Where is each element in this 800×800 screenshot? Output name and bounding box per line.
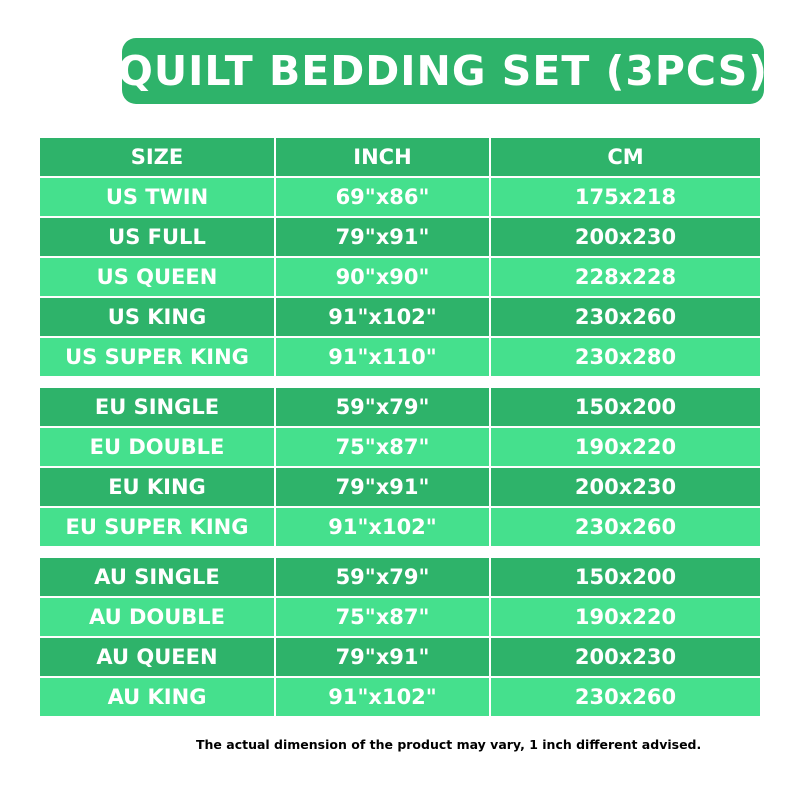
- inch-cell: 59"x79": [276, 388, 489, 426]
- table-row: [40, 218, 760, 256]
- cm-cell: 200x230: [491, 218, 760, 256]
- page-title: QUILT BEDDING SET (3PCS): [122, 38, 764, 104]
- cm-cell: 228x228: [491, 258, 760, 296]
- inch-cell: 91"x102": [276, 298, 489, 336]
- table-row: [40, 298, 760, 336]
- cm-cell: 230x280: [491, 338, 760, 376]
- size-cell: EU KING: [40, 468, 274, 506]
- inch-cell: 90"x90": [276, 258, 489, 296]
- inch-cell: 79"x91": [276, 468, 489, 506]
- header-size: SIZE: [40, 138, 274, 176]
- cm-cell: 175x218: [491, 178, 760, 216]
- size-cell: AU KING: [40, 678, 274, 716]
- size-cell: AU DOUBLE: [40, 598, 274, 636]
- table-row: [40, 558, 760, 596]
- table-row: [40, 598, 760, 636]
- header-inch: INCH: [276, 138, 489, 176]
- size-cell: US SUPER KING: [40, 338, 274, 376]
- table-header-row: [40, 138, 760, 176]
- table-row: [40, 258, 760, 296]
- table-row: [40, 678, 760, 716]
- size-cell: EU DOUBLE: [40, 428, 274, 466]
- inch-cell: 91"x102": [276, 508, 489, 546]
- table-group-eu: [40, 388, 760, 546]
- inch-cell: 91"x110": [276, 338, 489, 376]
- header-cm: CM: [491, 138, 760, 176]
- inch-cell: 79"x91": [276, 218, 489, 256]
- table-group-us: [40, 138, 760, 376]
- cm-cell: 200x230: [491, 638, 760, 676]
- table-row: [40, 388, 760, 426]
- cm-cell: 190x220: [491, 598, 760, 636]
- inch-cell: 59"x79": [276, 558, 489, 596]
- size-cell: US QUEEN: [40, 258, 274, 296]
- size-cell: EU SINGLE: [40, 388, 274, 426]
- table-row: [40, 638, 760, 676]
- size-cell: AU QUEEN: [40, 638, 274, 676]
- size-cell: US KING: [40, 298, 274, 336]
- cm-cell: 230x260: [491, 298, 760, 336]
- inch-cell: 75"x87": [276, 598, 489, 636]
- inch-cell: 69"x86": [276, 178, 489, 216]
- cm-cell: 150x200: [491, 388, 760, 426]
- table-row: [40, 338, 760, 376]
- size-cell: US TWIN: [40, 178, 274, 216]
- table-row: [40, 178, 760, 216]
- size-cell: EU SUPER KING: [40, 508, 274, 546]
- cm-cell: 230x260: [491, 678, 760, 716]
- inch-cell: 79"x91": [276, 638, 489, 676]
- table-row: [40, 428, 760, 466]
- cm-cell: 200x230: [491, 468, 760, 506]
- table-row: [40, 468, 760, 506]
- size-cell: AU SINGLE: [40, 558, 274, 596]
- table-group-au: [40, 558, 760, 716]
- cm-cell: 230x260: [491, 508, 760, 546]
- size-cell: US FULL: [40, 218, 274, 256]
- table-row: [40, 508, 760, 546]
- disclaimer-note: The actual dimension of the product may vary, 1 inch different advised.: [196, 737, 702, 752]
- cm-cell: 190x220: [491, 428, 760, 466]
- inch-cell: 91"x102": [276, 678, 489, 716]
- inch-cell: 75"x87": [276, 428, 489, 466]
- cm-cell: 150x200: [491, 558, 760, 596]
- size-table: [40, 138, 760, 716]
